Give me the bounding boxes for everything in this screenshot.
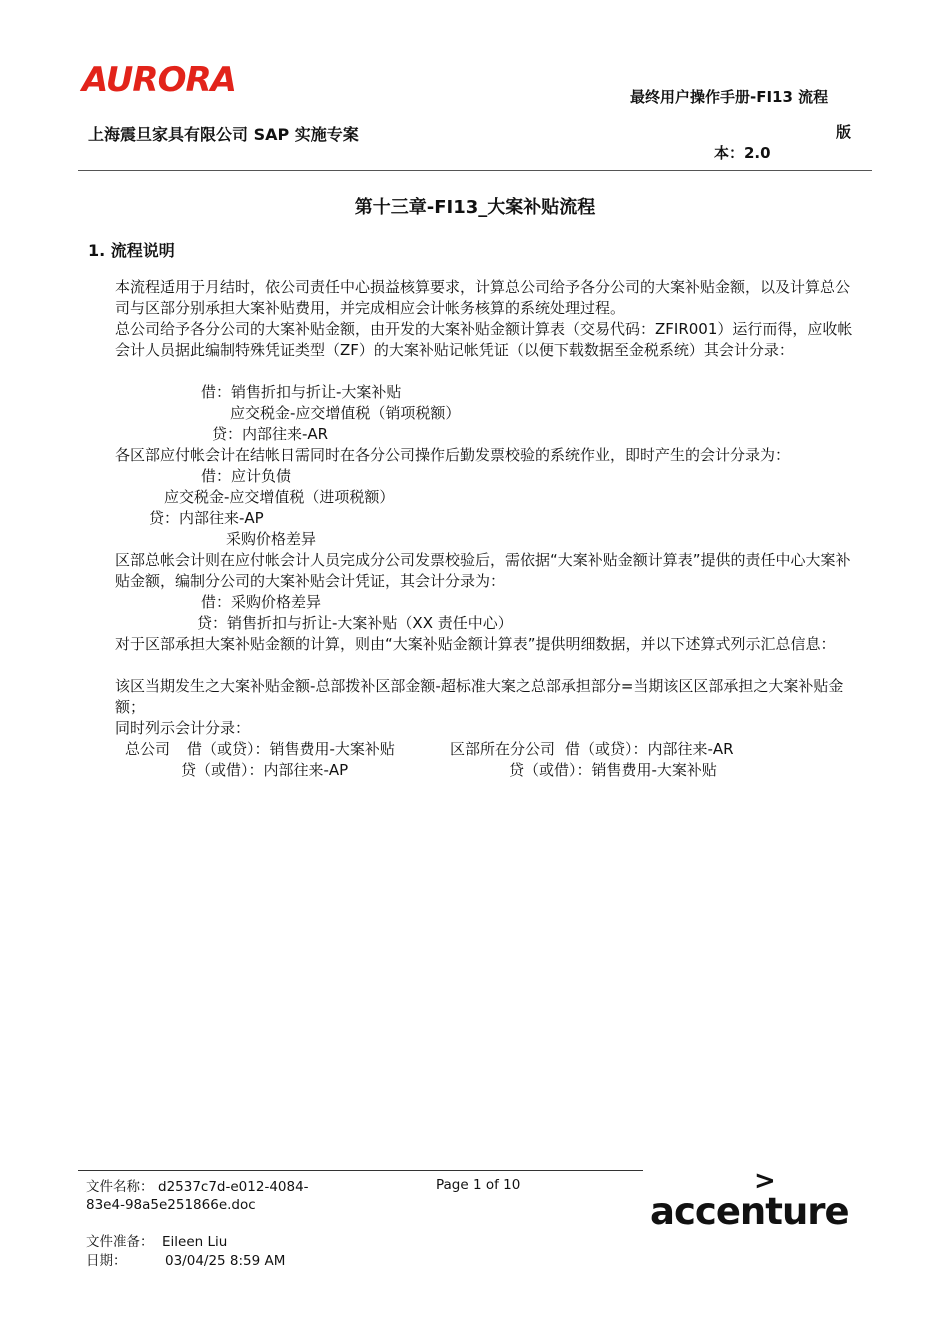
entry2-variance: 采购价格差异 (226, 530, 317, 548)
paragraph-journal-intro: 同时列示会计分录： (115, 719, 251, 737)
hq-label: 总公司 (125, 740, 171, 758)
entry1-debit: 借：销售折扣与折让-大案补贴 (201, 383, 402, 401)
aurora-logo: AURORA (82, 60, 236, 100)
paragraph-gl-voucher: 区部总帐会计则在应付帐会计人员完成分公司发票校验后，需依据“大案补贴金额计算表”提供的责任中心大案补贴金额，编制分公司的大案补贴会计凭证，其会计分录为： (115, 551, 851, 590)
filename-line2: 83e4-98a5e251866e.doc (86, 1197, 256, 1213)
version-label: 版 (836, 123, 852, 141)
paragraph-scope: 本流程适用于月结时，依公司责任中心损益核算要求，计算总公司给予各分公司的大案补贴金额，以及计算总公司与区部分别承担大案补贴费用，并完成相应会计帐务核算的系统处理过程。 (115, 278, 851, 317)
entry2-tax: 应交税金-应交增值税（进项税额） (164, 488, 395, 506)
entry1-tax: 应交税金-应交增值税（销项税额） (230, 404, 461, 422)
branch-label: 区部所在分公司 (450, 740, 556, 758)
paragraph-hq-subsidy: 总公司给予各分公司的大案补贴金额，由开发的大案补贴金额计算表（交易代码：ZFIR001）运行而得，应收帐会计人员据此编制特殊凭证类型（ZF）的大案补贴记帐凭证（以便下载数据至金税系统）其会计分录： (115, 320, 853, 359)
date-label: 日期： (86, 1253, 127, 1269)
hq-debit: 借（或贷）：销售费用-大案补贴 (187, 740, 395, 758)
header-divider (78, 170, 872, 171)
hq-credit: 贷（或借）：内部往来-AP (181, 761, 349, 779)
entry2-credit: 贷：内部往来-AP (149, 509, 264, 527)
branch-debit: 借（或贷）：内部往来-AR (565, 740, 734, 758)
paragraph-region-calc: 对于区部承担大案补贴金额的计算，则由“大案补贴金额计算表”提供明细数据，并以下述算式列示汇总信息： (115, 635, 836, 653)
prepared-by: Eileen Liu (162, 1234, 228, 1250)
branch-credit: 贷（或借）：销售费用-大案补贴 (509, 761, 717, 779)
entry1-credit: 贷：内部往来-AR (212, 425, 329, 443)
filename-label: 文件名称： (86, 1179, 154, 1195)
entry2-debit: 借：应计负债 (201, 467, 292, 485)
page-number: Page 1 of 10 (436, 1177, 521, 1193)
manual-title: 最终用户操作手册-FI13 流程 (630, 88, 829, 106)
filename-line1: d2537c7d-e012-4084- (158, 1179, 309, 1195)
paragraph-formula: 该区当期发生之大案补贴金额-总部拨补区部金额-超标准大案之总部承担部分=当期该区区部承担之大案补贴金额； (115, 677, 844, 716)
document-date: 03/04/25 8:59 AM (165, 1253, 286, 1269)
entry3-credit: 贷：销售折扣与折让-大案补贴（XX 责任中心） (197, 614, 513, 632)
chapter-title: 第十三章-FI13_大案补贴流程 (354, 197, 596, 218)
accenture-logo: accenture (650, 1190, 849, 1233)
prepared-label: 文件准备： (86, 1234, 154, 1250)
accenture-mark-icon: > (754, 1166, 776, 1196)
version-number: 本：2.0 (714, 144, 771, 162)
paragraph-ap-invoice: 各区部应付帐会计在结帐日需同时在各分公司操作后勤发票校验的系统作业，即时产生的会计分录为： (115, 446, 791, 464)
section-title: 1. 流程说明 (88, 241, 175, 260)
project-name: 上海震旦家具有限公司 SAP 实施专案 (88, 125, 359, 144)
entry3-debit: 借：采购价格差异 (201, 593, 322, 611)
footer-divider (78, 1170, 643, 1171)
